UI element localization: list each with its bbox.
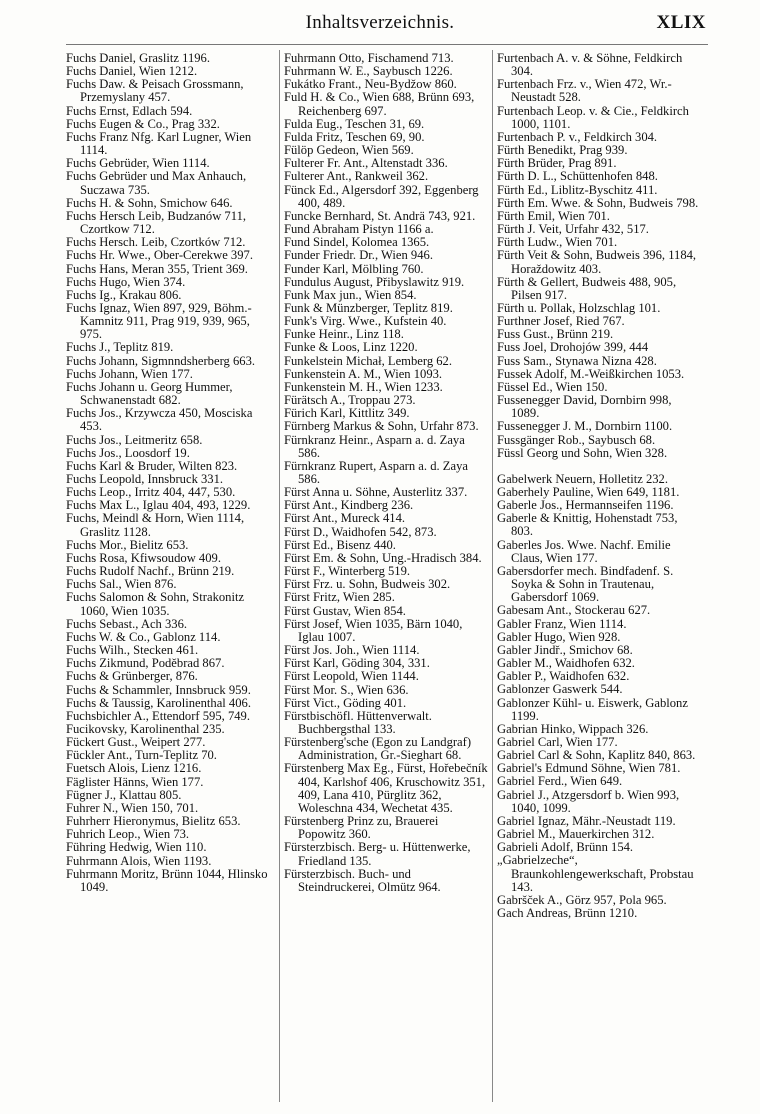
index-entry: Fürstenberg Prinz zu, Brauerei Popowitz 360. (284, 814, 439, 842)
index-entry: Gabriel Carl & Sohn, Kaplitz 840, 863. (497, 748, 696, 763)
index-entry: Gabler M., Waidhofen 632. (497, 656, 635, 671)
index-entry: Fürstenberg'sche (Egon zu Landgraf) Administration, Gr.-Sieghart 68. (284, 735, 472, 763)
index-entry: Fucikovsky, Karolinenthal 235. (66, 721, 225, 736)
index-entry: „Gabrielzeche“, Braunkohlengewerkschaft, Probstau 143. (497, 853, 694, 894)
index-entry: Fussenegger David, Dornbirn 998, 1089. (497, 393, 672, 421)
index-entry: Furtenbach A. v. & Söhne, Feldkirch 304. (497, 51, 683, 79)
index-entry: Fürst Leopold, Wien 1144. (284, 669, 419, 684)
index-entry: Gabriel J., Atzgersdorf b. Wien 993, 1040, 1099. (497, 787, 680, 815)
index-entry: Fuchs Zikmund, Poděbrad 867. (66, 656, 225, 671)
index-entry: Gach Andreas, Brünn 1210. (497, 906, 638, 920)
index-entry: Fund Sindel, Kolomea 1365. (284, 235, 430, 250)
index-entry: Fürich Karl, Kittlitz 349. (284, 406, 410, 421)
index-entry: Fürth u. Pollak, Holzschlag 101. (497, 300, 661, 315)
index-entry: Funkelstein Michał, Lemberg 62. (284, 353, 453, 368)
index-entry: Fuchs Johann, Sigmnndsherberg 663. (66, 353, 256, 368)
index-entry: Fuchs Daniel, Wien 1212. (66, 64, 198, 79)
index-entry: Fürst Anna u. Söhne, Austerlitz 337. (284, 485, 468, 500)
index-entry: Fulda Eug., Teschen 31, 69. (284, 116, 425, 131)
index-entry: Fürätsch A., Troppau 273. (284, 393, 416, 408)
index-entry: Fürst F., Winterberg 519. (284, 564, 411, 579)
index-entry: Fuchs Sebast., Ach 336. (66, 616, 188, 631)
index-entry: Gabriel Carl, Wien 177. (497, 734, 618, 749)
index-entry: Fünck Ed., Algersdorf 392, Eggenberg 400, 489. (284, 182, 479, 210)
index-entry: Fuchs Salomon & Sohn, Strakonitz 1060, Wien 1035. (66, 590, 245, 618)
index-entry: Fuchs & Taussig, Karolinenthal 406. (66, 695, 251, 710)
index-entry: Fuchsbichler A., Ettendorf 595, 749. (66, 708, 250, 723)
index-entry: Gablonzer Gaswerk 544. (497, 682, 623, 697)
index-entry: Fuchs Jos., Leitmeritz 658. (66, 432, 203, 447)
index-entry: Fuchs W. & Co., Gablonz 114. (66, 629, 221, 644)
index-entry: Fügner J., Klattau 805. (66, 787, 182, 802)
index-entry: Gabrian Hinko, Wippach 326. (497, 721, 649, 736)
index-entry: Fürstbischöfl. Hüttenverwalt. Buchbergsthal 133. (284, 708, 432, 736)
index-entry: Fuchs Jos., Loosdorf 19. (66, 445, 190, 460)
index-entry: Fuchs Leop., Irritz 404, 447, 530. (66, 485, 236, 500)
index-entry: Fuchs Daniel, Graslitz 1196. (66, 51, 210, 65)
index-entry: Funder Karl, Mölbling 760. (284, 261, 424, 276)
index-entry: Fürth Benedikt, Prag 939. (497, 143, 628, 158)
index-entry: Fuchs Rudolf Nachf., Brünn 219. (66, 564, 235, 579)
index-entry: Fuchs Ernst, Edlach 594. (66, 103, 193, 118)
index-column-1 (66, 52, 274, 894)
index-entry: Fuchs Johann, Wien 177. (66, 366, 193, 381)
index-entry: Fürnkranz Rupert, Asparn a. d. Zaya 586. (284, 458, 468, 486)
index-entry: Furthner Josef, Ried 767. (497, 314, 625, 329)
index-entry: Füssel Ed., Wien 150. (497, 379, 608, 394)
index-entry: Gaberhely Pauline, Wien 649, 1181. (497, 485, 680, 499)
index-entry: Gabler P., Waidhofen 632. (497, 669, 630, 684)
index-entry: Fuchs H. & Sohn, Smichow 646. (66, 195, 233, 210)
index-entry: Fürth Ed., Liblitz-Byschitz 411. (497, 182, 658, 197)
index-entry: Fuchs Hersch. Leib, Czortków 712. (66, 235, 246, 250)
index-entry: Fürstenberg Max Eg., Fürst, Hořebečník 404, Karlshof 406, Kruschowitz 351, 409, Lana 410, Pürglitz 362, Woleschna 434, Wechetat 435. (284, 761, 488, 815)
index-entry: Fürsterzbisch. Buch- und Steindruckerei, Olmütz 964. (284, 866, 441, 894)
index-entry: Fückler Ant., Turn-Teplitz 70. (66, 748, 217, 763)
index-entry: Fulterer Fr. Ant., Altenstadt 336. (284, 156, 448, 171)
index-entry: Fürth Em. Wwe. & Sohn, Budweis 798. (497, 195, 699, 210)
index-entry: Fulda Fritz, Teschen 69, 90. (284, 129, 425, 144)
index-entry: Fulterer Ant., Rankweil 362. (284, 169, 429, 184)
index-entry: Gabersdorfer mech. Bindfadenf. S. Soyka & Sohn in Trautenau, Gabersdorf 1069. (497, 563, 674, 605)
index-entry: Fuchs Ignaz, Wien 897, 929, Böhm.-Kamnitz 911, Prag 919, 939, 965, 975. (66, 300, 252, 342)
index-entry: Fürst Gustav, Wien 854. (284, 603, 406, 618)
index-entry: Fuhrmann Alois, Wien 1193. (66, 853, 212, 868)
index-entry: Fürst Fritz, Wien 285. (284, 590, 395, 605)
index-entry: Fuchs Sal., Wien 876. (66, 577, 177, 592)
index-entry: Fäglister Hänns, Wien 177. (66, 774, 204, 789)
index-entry: Funk's Virg. Wwe., Kufstein 40. (284, 314, 447, 329)
index-entry: Fürth J. Veit, Urfahr 432, 517. (497, 222, 649, 237)
index-entry: Gabrieli Adolf, Brünn 154. (497, 840, 634, 855)
index-entry: Fuchs Ig., Krakau 806. (66, 287, 182, 302)
index-entry: Fürnberg Markus & Sohn, Urfahr 873. (284, 419, 479, 434)
index-entry: Fuchs Daw. & Peisach Grossmann, Przemyslany 457. (66, 77, 244, 105)
index-entry: Fuchs Karl & Bruder, Wilten 823. (66, 458, 238, 473)
index-entry: Fürth Veit & Sohn, Budweis 396, 1184, Horaždowitz 403. (497, 248, 697, 276)
index-entry: Fundulus August, Přibyslawitz 919. (284, 274, 465, 289)
index-entry: Fuss Sam., Stynawa Nizna 428. (497, 353, 657, 368)
index-entry: Fuchs Hugo, Wien 374. (66, 274, 186, 289)
index-entry: Fuchs Hr. Wwe., Ober-Cerekwe 397. (66, 248, 253, 263)
index-entry: Fuchs & Grünberger, 876. (66, 669, 198, 684)
index-entry: Führing Hedwig, Wien 110. (66, 840, 207, 855)
index-entry: Fuhrmann Otto, Fischamend 713. (284, 51, 454, 65)
index-entry: Funk & Münzberger, Teplitz 819. (284, 300, 453, 315)
index-entry: Gabriel's Edmund Söhne, Wien 781. (497, 761, 681, 776)
index-entry: Fürst Frz. u. Sohn, Budweis 302. (284, 577, 451, 592)
index-entry: Fuchs Mor., Bielitz 653. (66, 537, 189, 552)
index-entry: Gablonzer Kühl- u. Eiswerk, Gablonz 1199. (497, 695, 688, 723)
index-entry: Gaberles Jos. Wwe. Nachf. Emilie Claus, Wien 177. (497, 537, 671, 565)
index-entry: Funkenstein M. H., Wien 1233. (284, 379, 443, 394)
index-column-2 (284, 52, 488, 894)
page-number: XLIX (656, 12, 706, 33)
index-entry: Fuss Gust., Brünn 219. (497, 327, 614, 342)
index-entry: Fürst Em. & Sohn, Ung.-Hradisch 384. (284, 550, 482, 565)
index-entry: Gabriel M., Mauerkirchen 312. (497, 827, 655, 842)
index-entry: Fürst Josef, Wien 1035, Bärn 1040, Iglau 1007. (284, 616, 463, 644)
index-entry: Fussgänger Rob., Saybusch 68. (497, 432, 656, 447)
index-entry: Furtenbach Leop. v. & Cie., Feldkirch 1000, 1101. (497, 103, 689, 131)
index-entry: Fürst Jos. Joh., Wien 1114. (284, 643, 420, 658)
index-entry: Funke Heinr., Linz 118. (284, 327, 404, 342)
running-header-title: Inhaltsverzeichnis. (305, 12, 455, 33)
index-entry: Gabelwerk Neuern, Holletitz 232. (497, 471, 669, 486)
index-entry: Fürth D. L., Schüttenhofen 848. (497, 169, 658, 184)
index-entry: Fuchs Eugen & Co., Prag 332. (66, 116, 220, 131)
index-entry: Fuetsch Alois, Lienz 1216. (66, 761, 202, 776)
index-entry: Fuchs Franz Nfg. Karl Lugner, Wien 1114. (66, 129, 252, 158)
index-entry: Fürth Ludw., Wien 701. (497, 235, 618, 250)
section-gap (497, 460, 701, 473)
index-entry: Fürst D., Waidhofen 542, 873. (284, 524, 437, 539)
index-entry: Fuhrer N., Wien 150, 701. (66, 800, 199, 815)
index-entry: Fuchs Johann u. Georg Hummer, Schwanenstadt 682. (66, 379, 233, 408)
index-entry: Gabriel Ferd., Wien 649. (497, 774, 623, 789)
index-entry: Fülöp Gedeon, Wien 569. (284, 143, 414, 158)
index-entry: Fuhrmann Moritz, Brünn 1044, Hlinsko 1049. (66, 866, 268, 894)
index-entry: Fuchs Max L., Iglau 404, 493, 1229. (66, 498, 251, 513)
index-entry: Fuhrherr Hieronymus, Bielitz 653. (66, 814, 241, 829)
index-entry: Fuchs Gebrüder und Max Anhauch, Suczawa 735. (66, 169, 247, 197)
index-entry: Fuchs, Meindl & Horn, Wien 1114, Graslitz 1128. (66, 511, 245, 539)
index-entry: Fuchs Gebrüder, Wien 1114. (66, 156, 210, 171)
index-entry: Fuchs Hersch Leib, Budzanów 711, Czortkow 712. (66, 208, 247, 237)
index-entry: Fuchs Rosa, Kfiwsoudow 409. (66, 550, 221, 565)
index-entry: Fürst Ed., Bisenz 440. (284, 537, 396, 552)
index-entry: Fuchs Leopold, Innsbruck 331. (66, 472, 224, 486)
index-entry: Fürst Vict., Göding 401. (284, 695, 407, 710)
index-column-3 (497, 52, 701, 920)
index-entry: Füssl Georg und Sohn, Wien 328. (497, 445, 668, 460)
index-entry: Fürst Mor. S., Wien 636. (284, 682, 409, 697)
index-entry: Fuchs & Schammler, Innsbruck 959. (66, 682, 251, 697)
index-entry: Furtenbach Frz. v., Wien 472, Wr.-Neustadt 528. (497, 77, 672, 105)
index-entry: Fuchs Hans, Meran 355, Trient 369. (66, 261, 248, 276)
index-entry: Fuhrmann W. E., Saybusch 1226. (284, 64, 453, 79)
column-divider (279, 50, 280, 1102)
index-entry: Gabler Jindř., Smichov 68. (497, 642, 633, 657)
index-entry: Fussek Adolf, M.-Weißkirchen 1053. (497, 366, 685, 381)
index-entry: Gabler Hugo, Wien 928. (497, 629, 621, 644)
index-entry: Funcke Bernhard, St. Andrä 743, 921. (284, 208, 476, 223)
index-entry: Funke & Loos, Linz 1220. (284, 340, 418, 355)
index-entry: Gabesam Ant., Stockerau 627. (497, 603, 651, 618)
index-entry: Gaberle Jos., Hermannseifen 1196. (497, 498, 674, 513)
index-entry: Furtenbach P. v., Feldkirch 304. (497, 129, 658, 144)
index-entry: Funder Friedr. Dr., Wien 946. (284, 248, 433, 263)
index-entry: Fukátko Frant., Neu-Bydžow 860. (284, 77, 457, 92)
index-entry: Fürth Brüder, Prag 891. (497, 156, 617, 171)
index-entry: Fürsterzbisch. Berg- u. Hüttenwerke, Friedland 135. (284, 840, 471, 868)
index-entry: Fürth & Gellert, Budweis 488, 905, Pilsen 917. (497, 274, 677, 302)
index-entry: Gabršček A., Görz 957, Pola 965. (497, 892, 667, 907)
index-entry: Fussenegger J. M., Dornbirn 1100. (497, 419, 673, 434)
index-entry: Gabriel Ignaz, Mähr.-Neustadt 119. (497, 813, 676, 828)
index-entry: Fuhrich Leop., Wien 73. (66, 827, 190, 842)
index-entry: Fückert Gust., Weipert 277. (66, 735, 206, 750)
index-entry: Fürth Emil, Wien 701. (497, 208, 610, 223)
column-divider (492, 50, 493, 1102)
index-entry: Funk Max jun., Wien 854. (284, 287, 417, 302)
index-entry: Fund Abraham Pistyn 1166 a. (284, 222, 434, 237)
index-entry: Gaberle & Knittig, Hohenstadt 753, 803. (497, 511, 678, 539)
index-entry: Fürnkranz Heinr., Asparn a. d. Zaya 586. (284, 432, 465, 460)
header-rule (66, 44, 708, 45)
index-entry: Funkenstein A. M., Wien 1093. (284, 366, 443, 381)
index-entry: Fuchs Wilh., Stecken 461. (66, 643, 199, 658)
index-entry: Fürst Ant., Kindberg 236. (284, 498, 414, 513)
index-entry: Fürst Karl, Göding 304, 331. (284, 656, 430, 671)
index-entry: Fuld H. & Co., Wien 688, Brünn 693, Reichenberg 697. (284, 90, 475, 118)
index-entry: Fuchs Jos., Krzywcza 450, Mosciska 453. (66, 406, 253, 434)
index-entry: Fuchs J., Teplitz 819. (66, 340, 174, 355)
index-entry: Fürst Ant., Mureck 414. (284, 511, 406, 526)
index-entry: Gabler Franz, Wien 1114. (497, 616, 627, 631)
index-entry: Fuss Joel, Drohojów 399, 444 (497, 340, 649, 355)
